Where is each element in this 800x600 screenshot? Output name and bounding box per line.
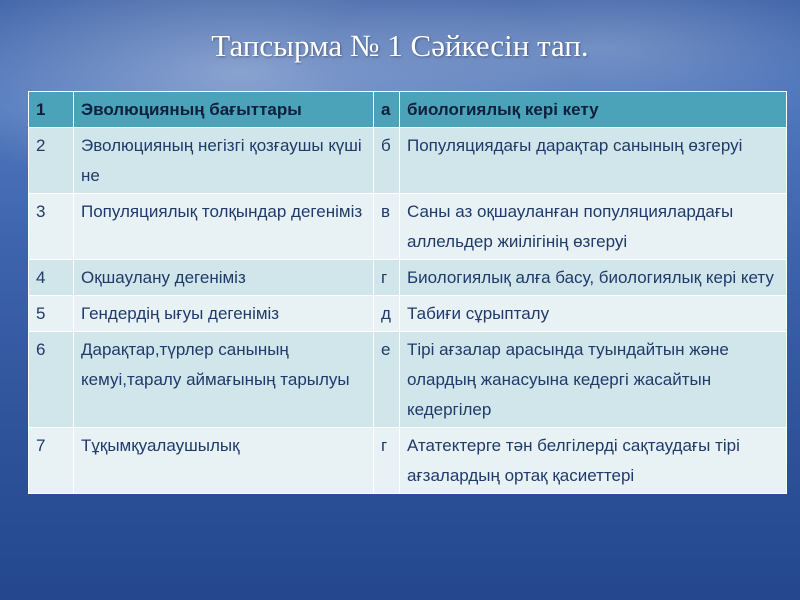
table-row [29, 332, 787, 428]
row-number: 2 [29, 128, 74, 194]
table-row [29, 92, 787, 128]
answer-letter: д [374, 296, 400, 332]
answer-cell: Тірі ағзалар арасында туындайтын және олардың жанасуына кедергі жасайтын кедергілер [400, 332, 787, 428]
table-row [29, 260, 787, 296]
answer-letter: б [374, 128, 400, 194]
question-cell: Популяциялық толқындар дегеніміз [74, 194, 374, 260]
question-cell: Дарақтар,түрлер санының кемуі,таралу аймағының тарылуы [74, 332, 374, 428]
row-number: 5 [29, 296, 74, 332]
question-cell: Эволюцияның бағыттары [74, 92, 374, 128]
answer-letter: е [374, 332, 400, 428]
answer-letter: г [374, 428, 400, 494]
row-number: 6 [29, 332, 74, 428]
answer-cell: Биологиялық алға басу, биологиялық кері кету [400, 260, 787, 296]
table-row [29, 128, 787, 194]
slide-title: Тапсырма № 1 Сәйкесін тап. [211, 28, 589, 63]
answer-letter: г [374, 260, 400, 296]
table-row [29, 194, 787, 260]
row-number: 1 [29, 92, 74, 128]
question-cell: Эволюцияның негізгі қозғаушы күші не [74, 128, 374, 194]
answer-letter: в [374, 194, 400, 260]
answer-cell: Саны аз оқшауланған популяциялардағы аллельдер жиілігінің өзгеруі [400, 194, 787, 260]
answer-letter: а [374, 92, 400, 128]
answer-cell: Популяциядағы дарақтар санының өзгеруі [400, 128, 787, 194]
matching-table [28, 91, 787, 494]
table-row [29, 428, 787, 494]
answer-cell: Ататектерге тән белгілерді сақтаудағы тірі ағзалардың ортақ қасиеттері [400, 428, 787, 494]
answer-cell: биологиялық кері кету [400, 92, 787, 128]
row-number: 7 [29, 428, 74, 494]
question-cell: Гендердің ығуы дегеніміз [74, 296, 374, 332]
table-row [29, 296, 787, 332]
question-cell: Тұқымқуалаушылық [74, 428, 374, 494]
answer-cell: Табиғи сұрыпталу [400, 296, 787, 332]
row-number: 4 [29, 260, 74, 296]
row-number: 3 [29, 194, 74, 260]
question-cell: Оқшаулану дегеніміз [74, 260, 374, 296]
